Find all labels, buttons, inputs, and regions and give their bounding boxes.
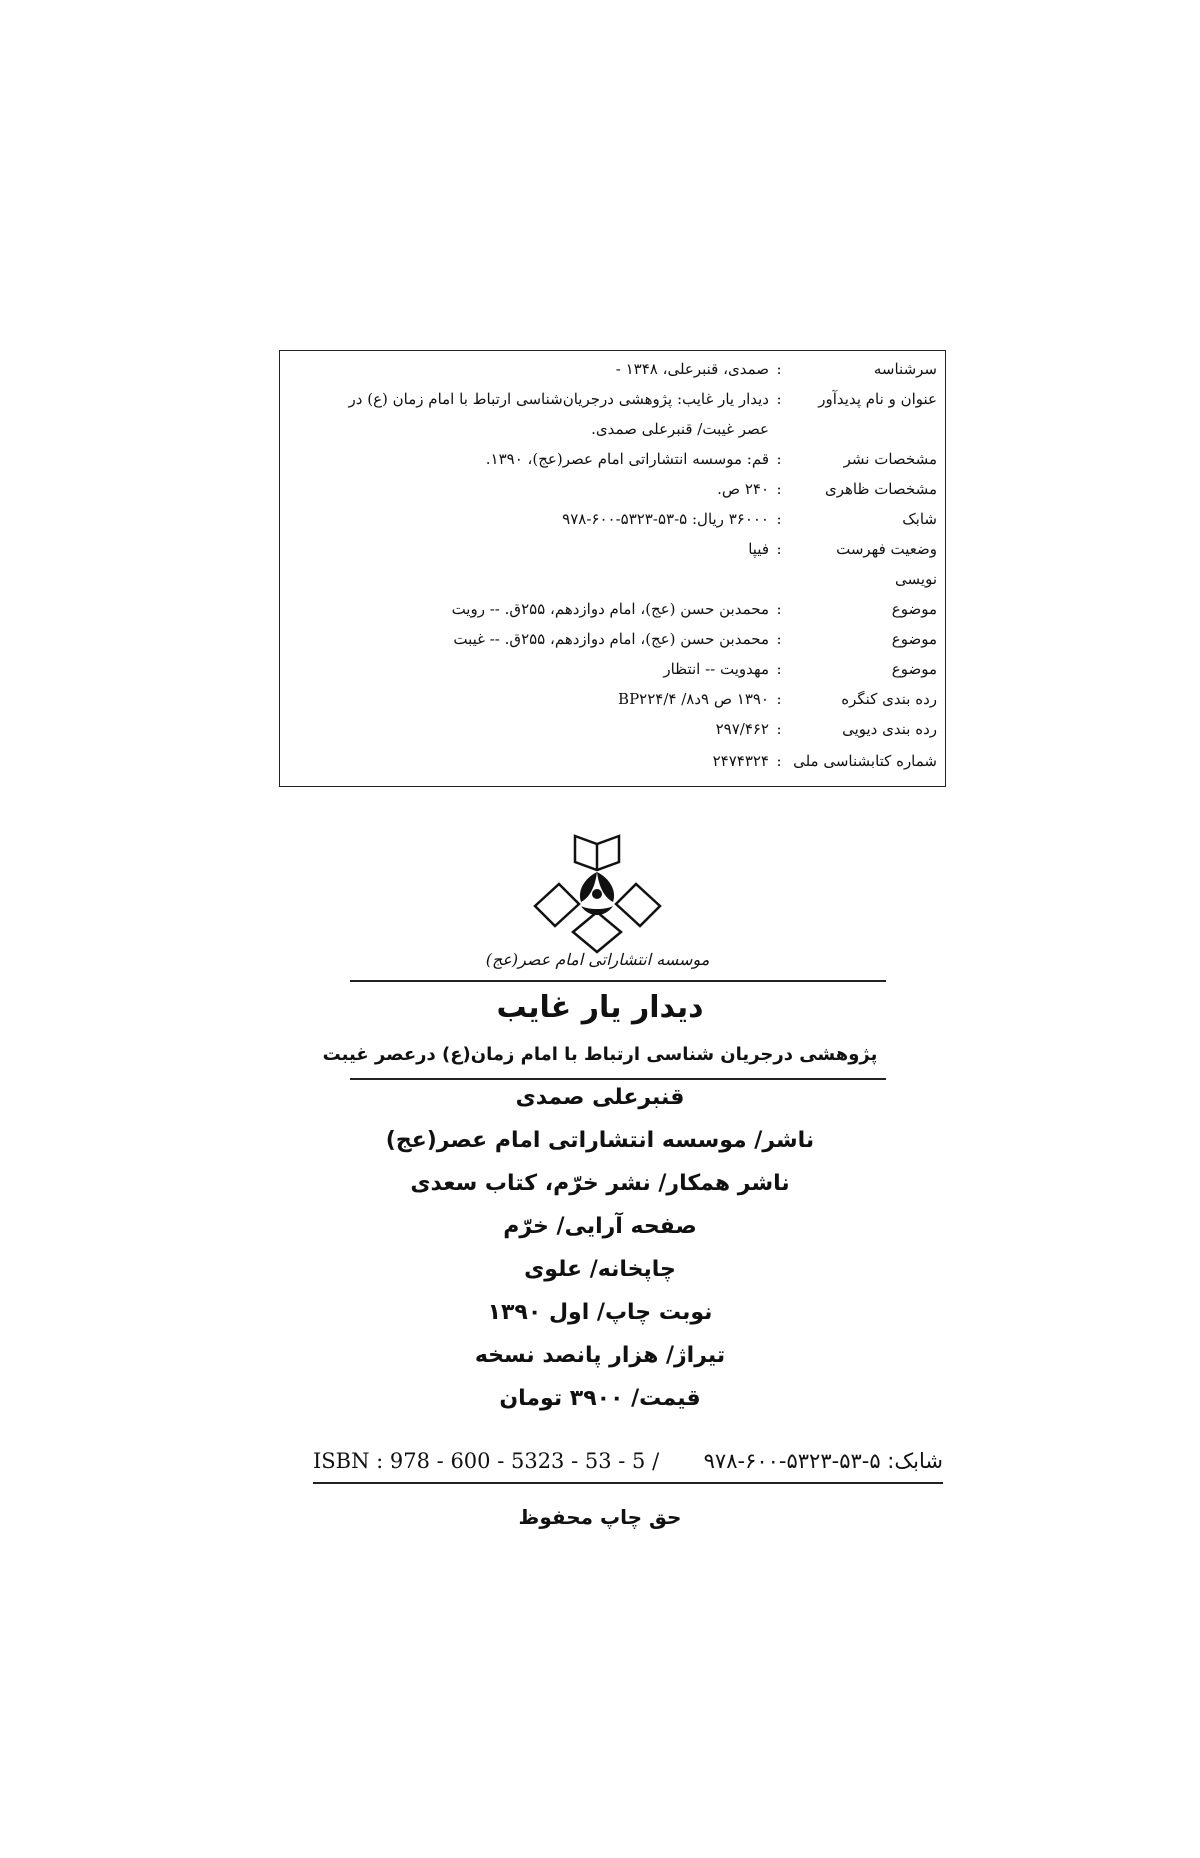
cip-row xyxy=(288,475,937,503)
publisher-logo-icon xyxy=(525,828,670,956)
cip-label: موضوع xyxy=(891,600,937,618)
credit-printer: چاپخانه/ علوی xyxy=(524,1257,676,1282)
cip-colon: : xyxy=(776,720,782,738)
cip-label: رده بندی دیویی xyxy=(842,720,937,738)
cip-colon: : xyxy=(776,480,782,498)
publisher-logo-caption: موسسه انتشاراتی امام عصر(عج) xyxy=(485,950,710,969)
cip-row xyxy=(288,747,937,775)
cip-label: سرشناسه xyxy=(873,360,937,378)
credit-edition: نوبت چاپ/ اول ۱۳۹۰ xyxy=(487,1300,713,1325)
cip-label: موضوع xyxy=(891,660,937,678)
cip-value: محمدبن حسن (عج)، امام دوازدهم، ۲۵۵ق. -- غیبت xyxy=(453,630,769,648)
cip-value: ۲۴۷۴۳۲۴ xyxy=(712,752,769,770)
cip-label: مشخصات ظاهری xyxy=(824,480,937,498)
cip-value: صمدی، قنبرعلی، ۱۳۴۸ - xyxy=(615,360,769,378)
cip-value: دیدار یار غایب: پژوهشی درجریان‌شناسی ارتباط با امام زمان (ع) در xyxy=(348,390,769,408)
cip-label: عنوان و نام پدیدآور xyxy=(818,390,937,408)
author-name: قنبرعلی صمدی xyxy=(515,1085,685,1110)
cip-row xyxy=(288,355,937,383)
cip-colon: : xyxy=(776,360,782,378)
cip-label: موضوع xyxy=(891,630,937,648)
cip-value: ۲۹۷/۴۶۲ xyxy=(715,720,769,738)
cip-label: شماره کتابشناسی ملی xyxy=(793,752,937,770)
cip-row xyxy=(288,445,937,473)
cip-colon: : xyxy=(776,690,782,708)
credit-print-run: تیراژ/ هزار پانصد نسخه xyxy=(474,1343,726,1368)
cip-row-continuation xyxy=(288,415,937,443)
copyright-notice: حق چاپ محفوظ xyxy=(518,1505,682,1529)
cip-value: محمدبن حسن (عج)، امام دوازدهم، ۲۵۵ق. -- رویت xyxy=(451,600,769,618)
cip-row xyxy=(288,625,937,653)
cip-value-continuation: عصر غیبت/ قنبرعلی صمدی. xyxy=(591,420,769,438)
cip-colon: : xyxy=(776,600,782,618)
divider xyxy=(350,980,886,982)
divider xyxy=(350,1078,886,1080)
cip-value: ۱۳۹۰ ص ۹د۸/ BP۲۲۴/۴ xyxy=(618,690,769,708)
cip-row xyxy=(288,385,937,413)
cip-label: وضعیت فهرست xyxy=(836,540,937,558)
cip-row xyxy=(288,715,937,743)
cip-value: ۳۶۰۰۰ ریال: ۵-۵۳-۵۳۲۳-۶۰۰-۹۷۸ xyxy=(562,510,769,528)
cip-row xyxy=(288,535,937,563)
cip-row xyxy=(288,595,937,623)
cip-label: رده بندی کنگره xyxy=(841,690,937,708)
book-subtitle: پژوهشی درجریان شناسی ارتباط با امام زمان(ع) درعصر غیبت xyxy=(322,1044,878,1065)
cip-value: مهدویت -- انتظار xyxy=(663,660,769,678)
cip-label: شابک xyxy=(902,510,937,528)
cip-row xyxy=(288,685,937,713)
divider xyxy=(313,1482,943,1484)
cip-label: مشخصات نشر xyxy=(843,450,937,468)
cip-colon: : xyxy=(776,752,782,770)
cip-row-continuation xyxy=(288,565,937,593)
cip-row xyxy=(288,655,937,683)
cip-colon: : xyxy=(776,630,782,648)
cip-row xyxy=(288,505,937,533)
isbn-persian: شابک: ۵-۵۳-۵۳۲۳-۶۰۰-۹۷۸ xyxy=(703,1449,943,1473)
isbn-latin: ISBN : 978 - 600 - 5323 - 53 - 5 / xyxy=(313,1449,660,1473)
credit-publisher: ناشر/ موسسه انتشاراتی امام عصر(عج) xyxy=(385,1128,815,1153)
cip-colon: : xyxy=(776,510,782,528)
cip-colon: : xyxy=(776,660,782,678)
cip-label-continuation: نویسی xyxy=(895,570,937,588)
cip-colon: : xyxy=(776,390,782,408)
cip-colon: : xyxy=(776,450,782,468)
credit-copublisher: ناشر همکار/ نشر خرّم، کتاب سعدی xyxy=(410,1171,790,1196)
cip-value: فیپا xyxy=(748,540,769,558)
credit-layout: صفحه آرایی/ خرّم xyxy=(503,1214,697,1239)
cip-colon: : xyxy=(776,540,782,558)
credit-price: قیمت/ ۳۹۰۰ تومان xyxy=(499,1386,701,1411)
cip-value: قم: موسسه انتشاراتی امام عصر(عج)، ۱۳۹۰. xyxy=(485,450,769,468)
cip-value: ۲۴۰ ص. xyxy=(717,480,769,498)
isbn-line xyxy=(313,1443,943,1479)
cataloging-box xyxy=(279,350,946,787)
book-title: دیدار یار غایب xyxy=(496,990,704,1025)
